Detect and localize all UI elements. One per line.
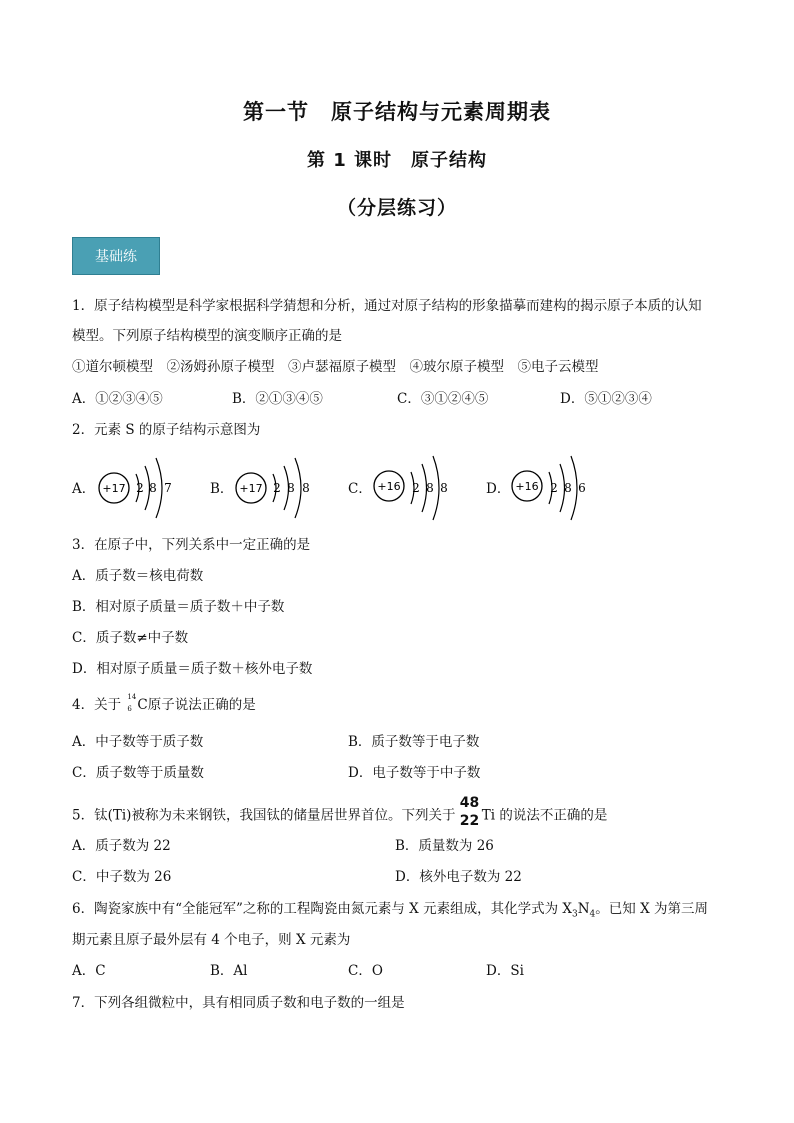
- q1-option-a: A．①②③④⑤: [72, 391, 163, 407]
- q5-option-c: C．中子数为 26: [72, 869, 172, 885]
- q4-atomic-number: 6: [127, 704, 132, 713]
- q4-option-a: A．中子数等于质子数: [72, 734, 204, 750]
- q4-mass-number: 14: [127, 692, 137, 701]
- q4-option-c: C．质子数等于质量数: [72, 765, 204, 781]
- q6-subscript-1: 3: [572, 909, 578, 920]
- q2-stem: 2．元素 S 的原子结构示意图为: [72, 422, 261, 438]
- q1-stem-line1: 1．原子结构模型是科学家根据科学猜想和分析，通过对原子结构的形象描摹而建构的揭示原子本质的认知: [72, 298, 702, 314]
- q6-option-d: D．Si: [486, 963, 524, 979]
- q5-stem-suffix: 的说法不正确的是: [495, 807, 608, 824]
- q1-option-d: D．⑤①②③④: [560, 391, 652, 407]
- q4-option-d: D．电子数等于中子数: [348, 765, 481, 781]
- q5-option-d: D．核外电子数为 22: [395, 869, 522, 885]
- shell-1: 2: [136, 481, 144, 495]
- q5-stem-prefix: 5．钛(Ti)被称为未来钢铁，我国钛的储量居世界首位。下列关于: [72, 807, 460, 824]
- q2-option-d-label: D．: [486, 481, 511, 497]
- nucleus-charge: +16: [515, 480, 539, 493]
- q1-option-b: B．②①③④⑤: [232, 391, 323, 407]
- q6-option-c: C．O: [348, 963, 383, 979]
- q4-option-b: B．质子数等于电子数: [348, 734, 480, 750]
- nucleus-charge: +17: [239, 482, 263, 495]
- q6-option-a: A．C: [72, 963, 106, 979]
- q2-diagram-c: [371, 448, 461, 528]
- shell-3: 6: [578, 481, 586, 495]
- q4-symbol: C: [137, 697, 148, 713]
- q5-isotope-notation: [459, 795, 482, 831]
- q6-subscript-2: 4: [589, 909, 596, 920]
- q4-stem-prefix: 4．关于: [72, 697, 126, 713]
- q4-isotope-notation: [125, 692, 137, 715]
- practice-subtitle: （分层练习）: [336, 197, 457, 219]
- q5-stem: [72, 795, 608, 831]
- shell-3: 8: [440, 481, 448, 495]
- q5-atomic-number: 22: [459, 813, 480, 829]
- q6-stem-suffix: 。已知 X 为第三周: [595, 901, 708, 917]
- q6-stem-prefix: 6．陶瓷家族中有“全能冠军”之称的工程陶瓷由氮元素与 X 元素组成，其化学式为 X: [72, 901, 572, 917]
- q1-models: ①道尔顿模型 ②汤姆孙原子模型 ③卢瑟福原子模型 ④玻尔原子模型 ⑤电子云模型: [72, 359, 599, 375]
- shell-1: 2: [412, 481, 420, 495]
- q2-option-a-label: A．: [72, 481, 96, 497]
- q7-stem: 7．下列各组微粒中，具有相同质子数和电子数的一组是: [72, 995, 405, 1011]
- shell-2: 8: [287, 481, 295, 495]
- shell-3: 8: [302, 481, 310, 495]
- q2-option-b-label: B．: [210, 481, 234, 497]
- nucleus-charge: +17: [102, 482, 126, 495]
- shell-2: 8: [149, 481, 157, 495]
- q3-option-b: B．相对原子质量＝质子数＋中子数: [72, 599, 285, 615]
- q4-stem: [72, 692, 256, 715]
- q6-option-b: B．Al: [210, 963, 248, 979]
- lesson-subtitle: 第 1 课时 原子结构: [306, 150, 488, 171]
- q4-stem-suffix: 原子说法正确的是: [147, 697, 256, 713]
- q5-option-a: A．质子数为 22: [72, 838, 171, 854]
- q3-stem: 3．在原子中，下列关系中一定正确的是: [72, 537, 311, 553]
- q3-option-a: A．质子数＝核电荷数: [72, 568, 204, 584]
- page-title: 第一节 原子结构与元素周期表: [243, 100, 551, 124]
- q6-formula-n: N: [577, 901, 590, 917]
- section-tag-basic: 基础练: [72, 237, 160, 275]
- nucleus-charge: +16: [377, 480, 401, 493]
- shell-1: 2: [550, 481, 558, 495]
- q6-stem-line2: 期元素且原子最外层有 4 个电子，则 X 元素为: [72, 932, 351, 948]
- q3-option-d: D．相对原子质量＝质子数＋核外电子数: [72, 661, 313, 677]
- shell-1: 2: [273, 481, 281, 495]
- q3-option-c: C．质子数≠中子数: [72, 630, 189, 646]
- q5-symbol: Ti: [481, 807, 496, 824]
- shell-2: 8: [426, 481, 434, 495]
- q6-stem-line1: [72, 900, 708, 924]
- q2-diagram-d: [509, 448, 599, 528]
- q5-option-b: B．质量数为 26: [395, 838, 494, 854]
- q2-diagram-b: [233, 448, 323, 528]
- shell-2: 8: [564, 481, 572, 495]
- q2-option-c-label: C．: [348, 481, 372, 497]
- shell-3: 7: [164, 481, 172, 495]
- q1-stem-line2: 模型。下列原子结构模型的演变顺序正确的是: [72, 328, 342, 344]
- q5-mass-number: 48: [459, 795, 480, 811]
- q2-diagram-a: [96, 448, 186, 528]
- q1-option-c: C．③①②④⑤: [397, 391, 489, 407]
